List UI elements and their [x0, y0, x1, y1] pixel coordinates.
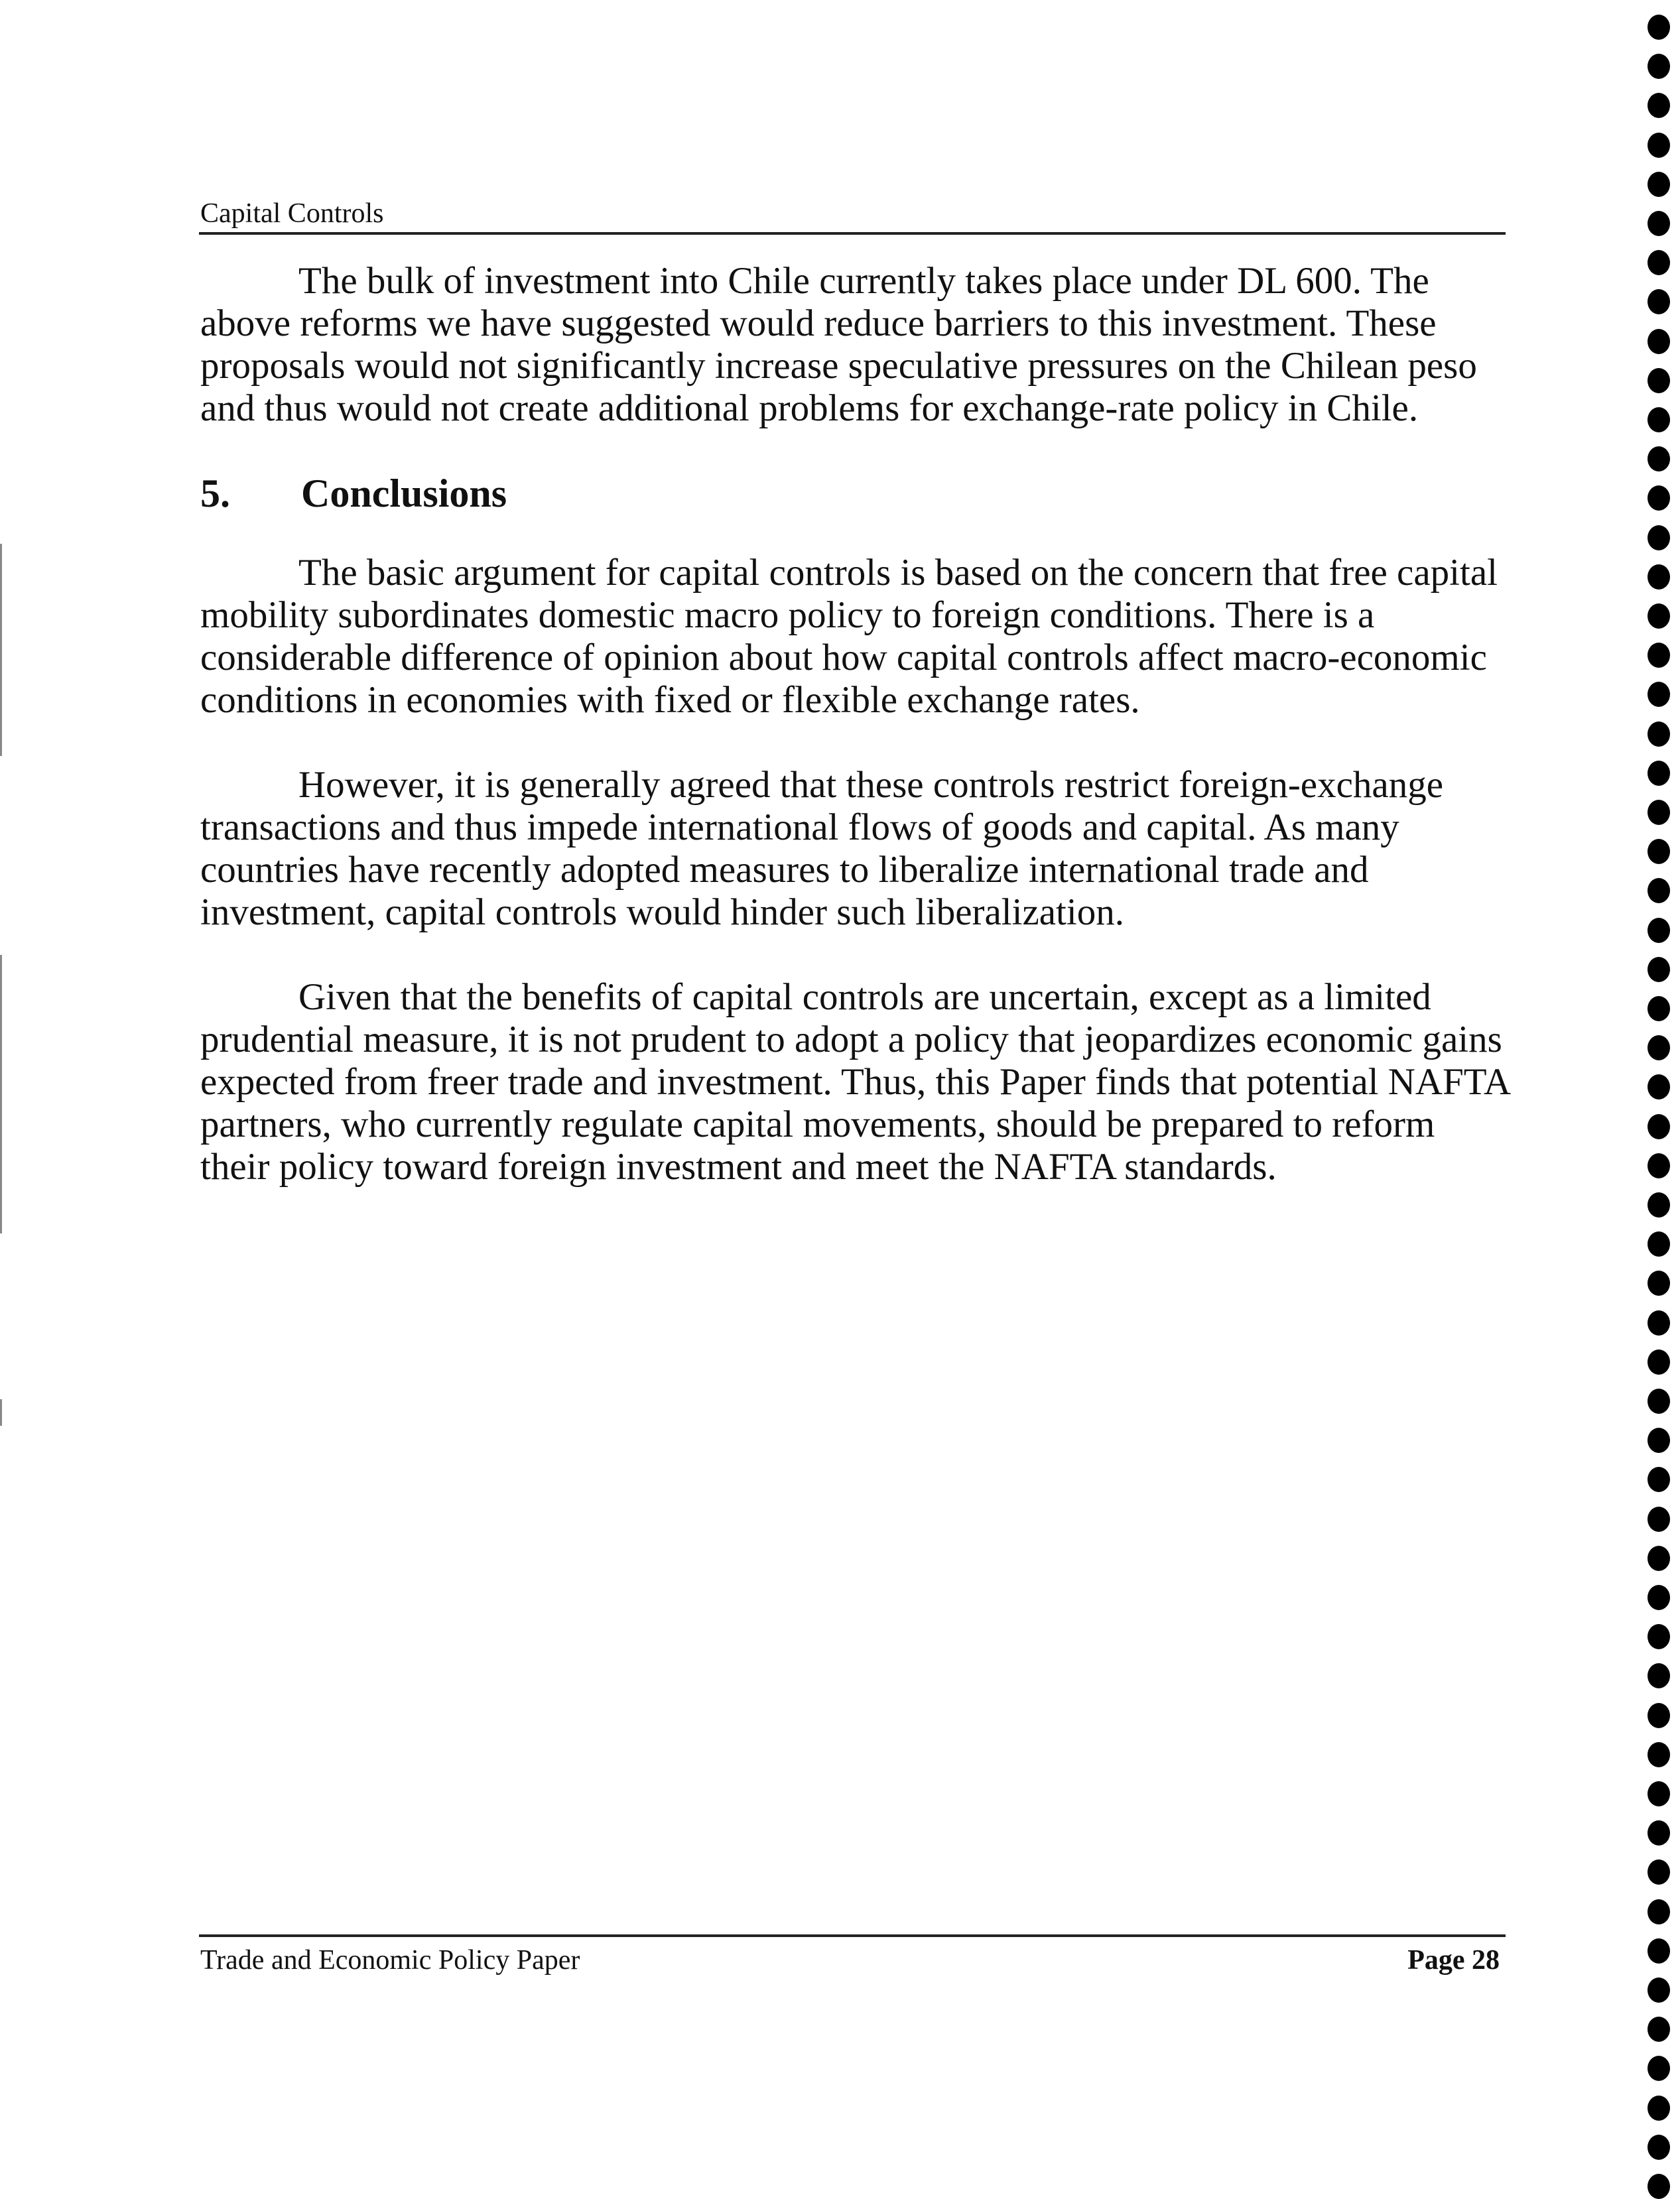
binding-hole [1648, 54, 1670, 79]
binding-hole [1648, 1624, 1670, 1649]
binding-hole [1648, 839, 1670, 864]
binding-hole [1648, 172, 1670, 197]
binding-hole [1648, 446, 1670, 471]
binding-hole [1648, 329, 1670, 354]
binding-hole [1648, 250, 1670, 275]
binding-hole [1648, 957, 1670, 982]
binding-hole [1648, 1663, 1670, 1688]
binding-hole [1648, 878, 1670, 903]
section-number: 5. [200, 471, 230, 515]
binding-hole [1648, 1114, 1670, 1139]
binding-hole [1648, 1585, 1670, 1610]
binding-hole [1648, 1192, 1670, 1218]
section-heading [200, 472, 1514, 515]
binding-hole [1648, 1231, 1670, 1257]
binding-hole [1648, 1428, 1670, 1453]
binding-hole [1648, 643, 1670, 668]
binding-hole [1648, 289, 1670, 314]
binding-hole [1648, 1546, 1670, 1571]
header-rule [199, 232, 1506, 235]
binding-hole [1648, 211, 1670, 236]
binding-hole [1648, 1310, 1670, 1336]
footer-publication: Trade and Economic Policy Paper [200, 1945, 580, 1976]
binding-hole [1648, 2096, 1670, 2121]
scan-edge-mark [0, 544, 2, 756]
binding-hole [1648, 525, 1670, 550]
binding-hole [1648, 1899, 1670, 1924]
page-number: Page 28 [1407, 1945, 1500, 1976]
binding-hole [1648, 2135, 1670, 2160]
paragraph: The bulk of investment into Chile currently takes place under DL 600. The above reforms we have suggested would reduce barriers to this investment. These proposals would not significantly increase speculative pressures on the Chilean peso and thus would not create additional problems for exchange-rate policy in Chile. [200, 260, 1477, 429]
binding-hole [1648, 15, 1670, 40]
binding-hole [1648, 682, 1670, 707]
spiral-binding [1642, 0, 1675, 2197]
binding-hole [1648, 1271, 1670, 1296]
binding-hole [1648, 918, 1670, 943]
binding-hole [1648, 1507, 1670, 1532]
paragraph: However, it is generally agreed that these controls restrict foreign-exchange transactions and thus impede international flows of goods and capital. As many countries have recently adopted measures to liberalize international trade and investment, capital controls would hinder such liberalization. [200, 764, 1444, 933]
binding-hole [1648, 2056, 1670, 2081]
binding-hole [1648, 1389, 1670, 1414]
binding-hole [1648, 1978, 1670, 2003]
binding-hole [1648, 1781, 1670, 1806]
binding-hole [1648, 1703, 1670, 1728]
binding-hole [1648, 93, 1670, 118]
binding-hole [1648, 564, 1670, 590]
binding-hole [1648, 722, 1670, 747]
binding-hole [1648, 1742, 1670, 1767]
running-header: Capital Controls [200, 198, 384, 229]
binding-hole [1648, 407, 1670, 432]
binding-hole [1648, 761, 1670, 786]
paragraph: The basic argument for capital controls is based on the concern that free capital mobility subordinates domestic macro policy to foreign conditions. There is a considerable difference of opinion about how capital controls affect macro-economic conditions in economies with fixed or flexible exchange rates. [200, 552, 1498, 721]
binding-hole [1648, 485, 1670, 511]
binding-hole [1648, 2174, 1670, 2199]
scan-edge-mark [0, 955, 2, 1233]
binding-hole [1648, 2017, 1670, 2042]
paragraph: Given that the benefits of capital controls are uncertain, except as a limited prudential measure, it is not prudent to adopt a policy that jeopardizes economic gains expected from freer trade and investment. Thus, this Paper finds that potential NAFTA partners, who currently regulate capital movements, should be prepared to reform their policy toward foreign investment and meet the NAFTA standards. [200, 976, 1510, 1188]
section-title: Conclusions [301, 471, 507, 515]
binding-hole [1648, 1350, 1670, 1375]
binding-hole [1648, 603, 1670, 629]
footer-rule [199, 1934, 1506, 1937]
binding-hole [1648, 1938, 1670, 1964]
binding-hole [1648, 1035, 1670, 1060]
binding-hole [1648, 1859, 1670, 1885]
binding-hole [1648, 996, 1670, 1021]
binding-hole [1648, 1467, 1670, 1492]
binding-hole [1648, 800, 1670, 825]
binding-hole [1648, 133, 1670, 158]
body-text [200, 260, 1514, 1231]
binding-hole [1648, 1820, 1670, 1846]
binding-hole [1648, 1153, 1670, 1178]
scan-edge-mark [0, 1399, 2, 1426]
binding-hole [1648, 1074, 1670, 1100]
binding-hole [1648, 368, 1670, 393]
